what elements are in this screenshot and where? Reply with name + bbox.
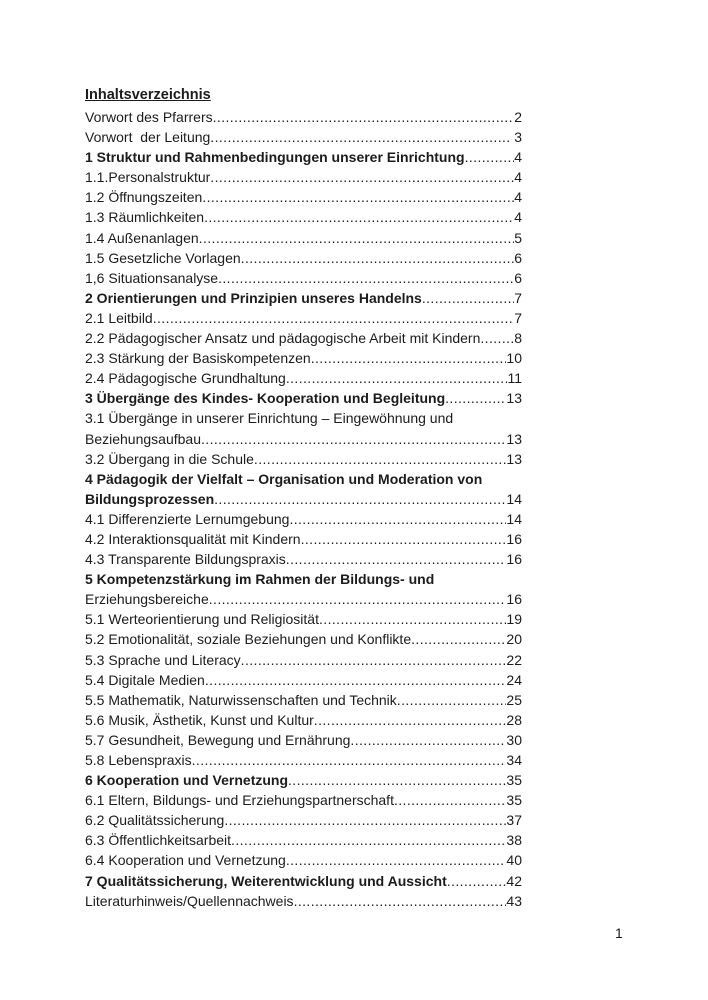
toc-entry xyxy=(85,408,522,428)
toc-entry-page: 28 xyxy=(506,711,522,728)
toc-entry xyxy=(85,609,522,629)
toc-leader-dots xyxy=(204,207,514,227)
toc-entry-label: 1 Struktur und Rahmenbedingungen unserer Einrichtung xyxy=(85,149,465,166)
toc-leader-dots xyxy=(241,248,515,268)
toc-leader-dots xyxy=(314,710,507,730)
toc-entry-page: 3 xyxy=(510,129,522,146)
toc-entry-label: 5.1 Werteorientierung und Religiosität xyxy=(85,611,319,628)
toc-entry xyxy=(85,187,522,207)
toc-leader-dots xyxy=(394,790,506,810)
toc-leader-dots xyxy=(214,489,506,509)
toc-entry-page: 5 xyxy=(514,229,522,246)
toc-leader-dots xyxy=(205,670,507,690)
toc-entry xyxy=(85,489,522,509)
toc-entry xyxy=(85,750,522,770)
toc-entry-page: 4 xyxy=(514,189,522,206)
toc-entry-page: 16 xyxy=(506,551,522,568)
toc-leader-dots xyxy=(231,830,506,850)
toc-entry-label: 4.2 Interaktionsqualität mit Kindern xyxy=(85,530,301,547)
toc-entry-label: 4 Pädagogik der Vielfalt – Organisation und Moderation von xyxy=(85,470,483,487)
toc-list xyxy=(85,107,522,911)
toc-entry-label: 1.2 Öffnungszeiten xyxy=(85,189,203,206)
toc-entry xyxy=(85,449,522,469)
toc-entry xyxy=(85,710,522,730)
toc-entry-label: 3 Übergänge des Kindes- Kooperation und Begleitung xyxy=(85,390,446,407)
toc-entry xyxy=(85,388,522,408)
toc-leader-dots xyxy=(218,268,514,288)
toc-leader-dots xyxy=(209,589,507,609)
toc-entry-label: 5.4 Digitale Medien xyxy=(85,671,205,688)
toc-entry xyxy=(85,529,522,549)
toc-entry-label: Beziehungsaufbau xyxy=(85,430,201,447)
toc-entry-label: 5.8 Lebenspraxis xyxy=(85,752,192,768)
toc-entry-page: 16 xyxy=(506,530,522,547)
toc-entry xyxy=(85,248,522,268)
toc-entry xyxy=(85,268,522,288)
page-title: Inhaltsverzeichnis xyxy=(85,87,211,103)
toc-entry-page: 19 xyxy=(506,611,522,628)
toc-leader-dots xyxy=(286,549,507,569)
toc-entry-label: 1.3 Räumlichkeiten xyxy=(85,209,205,226)
toc-entry-page: 24 xyxy=(506,671,522,688)
toc-leader-dots xyxy=(397,690,507,710)
toc-leader-dots xyxy=(224,810,506,830)
toc-leader-dots xyxy=(210,167,514,187)
toc-entry-label: 6.4 Kooperation und Vernetzung xyxy=(85,852,286,869)
toc-entry-page: 34 xyxy=(506,752,522,768)
toc-entry-label: Vorwort der Leitung xyxy=(85,129,211,146)
toc-entry-page: 42 xyxy=(506,872,522,889)
toc-leader-dots xyxy=(213,107,515,127)
toc-entry-label: 5 Kompetenzstärkung im Rahmen der Bildungs- und xyxy=(85,571,435,588)
toc-entry-label: 6.1 Eltern, Bildungs- und Erziehungspartnerschaft xyxy=(85,792,394,809)
toc-entry-page: 13 xyxy=(506,390,522,407)
toc-leader-dots xyxy=(201,429,506,449)
toc-entry xyxy=(85,207,522,227)
toc-leader-dots xyxy=(241,650,507,670)
toc-leader-dots xyxy=(311,348,507,368)
toc-entry-label: 4.3 Transparente Bildungspraxis xyxy=(85,551,286,568)
toc-entry-page: 13 xyxy=(506,430,522,447)
toc-entry-page: 35 xyxy=(506,792,522,809)
toc-entry xyxy=(85,549,522,569)
toc-entry-page: 13 xyxy=(506,450,522,467)
toc-entry-label: 5.6 Musik, Ästhetik, Kunst und Kultur xyxy=(85,711,314,728)
toc-leader-dots xyxy=(294,891,507,911)
toc-leader-dots xyxy=(254,449,507,469)
toc-entry xyxy=(85,730,522,750)
toc-entry-label: Literaturhinweis/Quellennachweis xyxy=(85,892,294,909)
toc-leader-dots xyxy=(445,388,506,408)
toc-entry-page: 7 xyxy=(514,289,522,306)
toc-leader-dots xyxy=(447,871,507,891)
toc-leader-dots xyxy=(192,750,507,770)
toc-entry-page: 4 xyxy=(514,209,522,226)
toc-entry xyxy=(85,348,522,368)
toc-leader-dots xyxy=(153,308,514,328)
toc-entry-label: Bildungsprozessen xyxy=(85,490,215,507)
toc-entry-page: 8 xyxy=(514,330,522,347)
toc-entry xyxy=(85,147,522,167)
toc-leader-dots xyxy=(465,147,515,167)
toc-entry-label: 3.2 Übergang in die Schule xyxy=(85,450,254,467)
toc-entry-page: 25 xyxy=(506,691,522,708)
toc-leader-dots xyxy=(286,368,508,388)
toc-section xyxy=(85,85,522,911)
toc-leader-dots xyxy=(350,730,506,750)
toc-entry xyxy=(85,288,522,308)
toc-entry xyxy=(85,127,522,147)
toc-entry-page: 14 xyxy=(506,490,522,507)
toc-entry xyxy=(85,650,522,670)
toc-entry xyxy=(85,629,522,649)
toc-entry-label: 5.7 Gesundheit, Bewegung und Ernährung xyxy=(85,731,351,748)
toc-entry-label: 1.4 Außenanlagen xyxy=(85,229,199,246)
toc-entry xyxy=(85,107,522,127)
toc-entry xyxy=(85,167,522,187)
toc-entry xyxy=(85,509,522,529)
toc-entry-page: 4 xyxy=(514,149,522,166)
toc-entry-page: 6 xyxy=(514,249,522,266)
toc-entry xyxy=(85,469,522,489)
toc-entry-page: 35 xyxy=(506,772,522,789)
toc-leader-dots xyxy=(286,850,507,870)
toc-entry-page: 16 xyxy=(506,591,522,608)
toc-leader-dots xyxy=(480,328,514,348)
toc-leader-dots xyxy=(210,127,510,147)
toc-entry-label: 6.2 Qualitätssicherung xyxy=(85,812,225,829)
toc-entry-page: 38 xyxy=(506,832,522,849)
toc-entry-label: 6.3 Öffentlichkeitsarbeit xyxy=(85,832,232,849)
toc-leader-dots xyxy=(422,288,514,308)
toc-leader-dots xyxy=(289,509,506,529)
toc-entry-label: 1,6 Situationsanalyse xyxy=(85,269,219,286)
toc-entry xyxy=(85,429,522,449)
toc-entry-page: 40 xyxy=(506,852,522,869)
toc-entry-label: 5.5 Mathematik, Naturwissenschaften und Technik xyxy=(85,691,397,708)
toc-entry-label: 5.3 Sprache und Literacy xyxy=(85,651,241,668)
toc-entry xyxy=(85,790,522,810)
toc-entry-label: Erziehungsbereiche xyxy=(85,591,209,608)
toc-leader-dots xyxy=(301,529,507,549)
toc-entry xyxy=(85,770,522,790)
toc-entry xyxy=(85,228,522,248)
toc-entry-page: 30 xyxy=(506,731,522,748)
toc-entry-page: 37 xyxy=(506,812,522,829)
toc-entry xyxy=(85,670,522,690)
toc-entry-page: 6 xyxy=(514,269,522,286)
toc-entry-label: 5.2 Emotionalität, soziale Beziehungen und Konflikte xyxy=(85,631,412,648)
toc-entry-page: 2 xyxy=(514,109,522,125)
toc-entry-label: 2 Orientierungen und Prinzipien unseres Handelns xyxy=(85,289,422,306)
toc-entry xyxy=(85,569,522,589)
toc-entry xyxy=(85,850,522,870)
toc-entry xyxy=(85,871,522,891)
footer-page-number: 1 xyxy=(615,925,623,941)
toc-entry xyxy=(85,308,522,328)
toc-entry-label: 6 Kooperation und Vernetzung xyxy=(85,772,289,789)
toc-entry-label: 4.1 Differenzierte Lernumgebung xyxy=(85,510,290,527)
toc-entry xyxy=(85,328,522,348)
toc-entry-label: 2.2 Pädagogischer Ansatz und pädagogische Arbeit mit Kindern xyxy=(85,330,481,347)
toc-entry-page: 4 xyxy=(514,169,522,186)
toc-entry-label: 3.1 Übergänge in unserer Einrichtung – Eingewöhnung und xyxy=(85,410,454,427)
toc-entry xyxy=(85,830,522,850)
toc-entry-label: 7 Qualitätssicherung, Weiterentwicklung und Aussicht xyxy=(85,872,447,889)
toc-leader-dots xyxy=(199,228,515,248)
toc-entry-page: 7 xyxy=(514,309,522,326)
toc-entry xyxy=(85,368,522,388)
toc-entry xyxy=(85,589,522,609)
toc-entry-page: 20 xyxy=(506,631,522,648)
toc-entry-page: 11 xyxy=(507,370,522,387)
toc-entry-page: 43 xyxy=(506,892,522,909)
toc-entry-label: 1.1.Personalstruktur xyxy=(85,169,211,186)
toc-entry xyxy=(85,891,522,911)
toc-entry-label: 2.3 Stärkung der Basiskompetenzen xyxy=(85,350,311,367)
toc-leader-dots xyxy=(202,187,514,207)
toc-entry-page: 14 xyxy=(506,510,522,527)
toc-entry xyxy=(85,810,522,830)
toc-entry-label: 2.4 Pädagogische Grundhaltung xyxy=(85,370,286,387)
toc-leader-dots xyxy=(319,609,506,629)
toc-entry-page: 10 xyxy=(506,350,522,367)
toc-entry-label: 1.5 Gesetzliche Vorlagen xyxy=(85,249,241,266)
toc-entry-label: 2.1 Leitbild xyxy=(85,309,153,326)
toc-leader-dots xyxy=(288,770,506,790)
toc-leader-dots xyxy=(411,629,506,649)
toc-entry xyxy=(85,690,522,710)
toc-entry-label: Vorwort des Pfarrers xyxy=(85,109,213,125)
toc-entry-page: 22 xyxy=(506,651,522,668)
